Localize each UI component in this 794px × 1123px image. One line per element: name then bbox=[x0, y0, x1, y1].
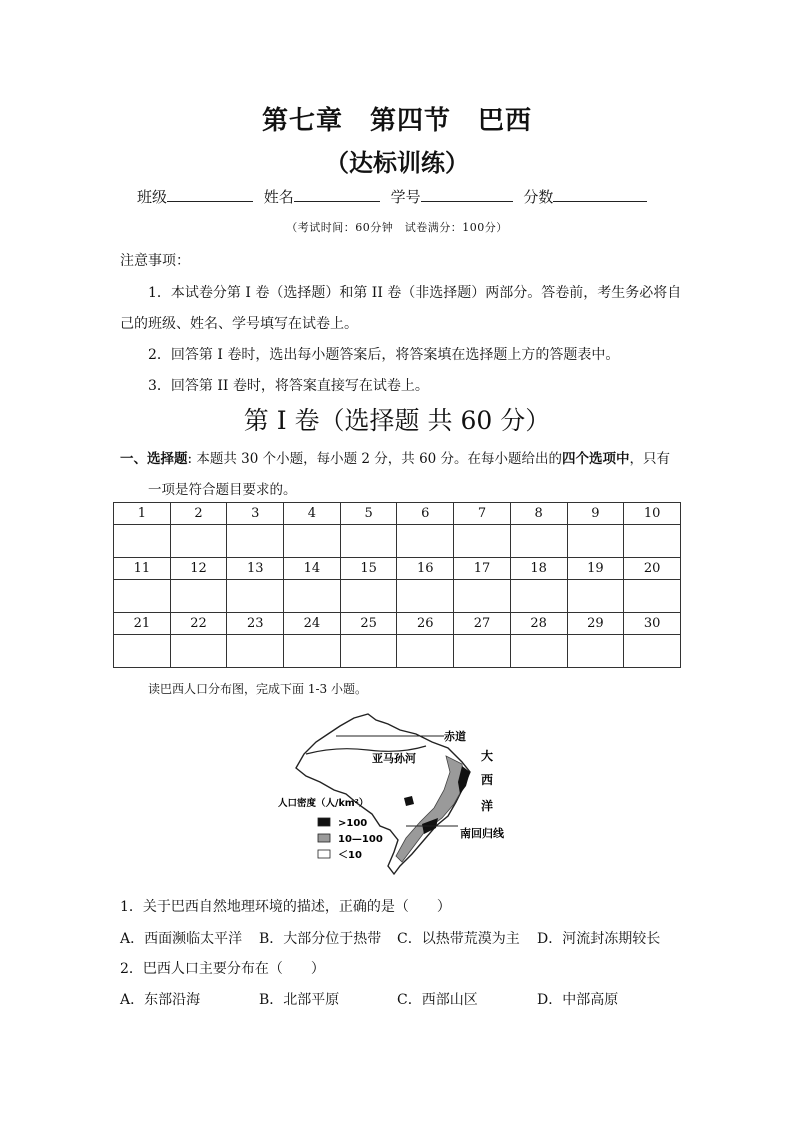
answer-cell[interactable] bbox=[454, 635, 511, 668]
number-cell: 19 bbox=[567, 557, 624, 579]
table-row bbox=[114, 612, 681, 634]
number-cell: 7 bbox=[454, 503, 511, 525]
answer-cell[interactable] bbox=[510, 580, 567, 613]
note-item: 1．本试卷分第 I 卷（选择题）和第 II 卷（非选择题）两部分。答卷前，考生务必将自 bbox=[148, 285, 682, 301]
exam-info: （考试时间：60分钟 试卷满分：100分） bbox=[286, 221, 508, 234]
answer-cell[interactable] bbox=[397, 525, 454, 558]
number-cell: 5 bbox=[340, 503, 397, 525]
answer-cell[interactable] bbox=[624, 635, 681, 668]
number-cell: 25 bbox=[340, 612, 397, 634]
class-blank[interactable] bbox=[167, 187, 253, 202]
number-cell: 13 bbox=[227, 557, 284, 579]
number-cell: 18 bbox=[510, 557, 567, 579]
map-note: 读巴西人口分布图，完成下面 1-3 小题。 bbox=[148, 682, 367, 696]
answer-cell[interactable] bbox=[624, 525, 681, 558]
answer-cell[interactable] bbox=[454, 580, 511, 613]
question-2-option-c[interactable]: C．西部山区 bbox=[397, 992, 478, 1008]
answer-cell[interactable] bbox=[227, 525, 284, 558]
number-cell: 26 bbox=[397, 612, 454, 634]
intro-text-b: : 本题共 30 个小题，每小题 2 分，共 60 分。在每小题给出的 bbox=[187, 451, 563, 467]
number-cell: 28 bbox=[510, 612, 567, 634]
answer-cell[interactable] bbox=[227, 635, 284, 668]
question-1-stem: 1．关于巴西自然地理环境的描述，正确的是（ ） bbox=[120, 899, 451, 915]
question-2-option-d[interactable]: D．中部高原 bbox=[537, 992, 619, 1008]
number-cell: 30 bbox=[624, 612, 681, 634]
question-1-option-d[interactable]: D．河流封冻期较长 bbox=[537, 931, 661, 947]
answer-cell[interactable] bbox=[567, 580, 624, 613]
answer-cell[interactable] bbox=[114, 525, 171, 558]
number-cell: 17 bbox=[454, 557, 511, 579]
number-cell: 4 bbox=[284, 503, 341, 525]
page-subtitle: （达标训练） bbox=[325, 149, 469, 177]
notes-heading: 注意事项： bbox=[120, 253, 190, 269]
number-cell: 2 bbox=[170, 503, 227, 525]
number-cell: 9 bbox=[567, 503, 624, 525]
question-2-stem: 2．巴西人口主要分布在（ ） bbox=[120, 961, 325, 977]
brazil-population-map bbox=[276, 706, 526, 878]
answer-table bbox=[113, 502, 681, 668]
answer-cell[interactable] bbox=[170, 635, 227, 668]
number-cell: 12 bbox=[170, 557, 227, 579]
section-intro bbox=[120, 447, 670, 467]
answer-cell[interactable] bbox=[397, 580, 454, 613]
answer-cell[interactable] bbox=[284, 635, 341, 668]
number-cell: 16 bbox=[397, 557, 454, 579]
answer-cell[interactable] bbox=[510, 525, 567, 558]
field-label-name: 姓名 bbox=[263, 188, 294, 206]
answer-cell[interactable] bbox=[284, 525, 341, 558]
number-cell: 6 bbox=[397, 503, 454, 525]
legend-swatch-high bbox=[318, 818, 330, 826]
question-1-option-a[interactable]: A．西面濒临太平洋 bbox=[120, 931, 243, 947]
field-label-id: 学号 bbox=[390, 188, 421, 206]
intro-text-d: ，只有 bbox=[629, 451, 671, 467]
answer-cell[interactable] bbox=[397, 635, 454, 668]
note-item: 己的班级、姓名、学号填写在试卷上。 bbox=[120, 316, 358, 332]
legend-label-high: >100 bbox=[338, 818, 368, 829]
table-row bbox=[114, 503, 681, 525]
answer-cell[interactable] bbox=[624, 580, 681, 613]
answer-cell[interactable] bbox=[170, 525, 227, 558]
label-ocean-1: 大 bbox=[481, 749, 494, 763]
label-tropic: 南回归线 bbox=[460, 827, 504, 840]
table-row bbox=[114, 580, 681, 613]
answer-cell[interactable] bbox=[114, 635, 171, 668]
note-item: 3．回答第 II 卷时，将答案直接写在试卷上。 bbox=[148, 378, 429, 394]
label-ocean-3: 洋 bbox=[481, 799, 494, 813]
answer-cell[interactable] bbox=[567, 525, 624, 558]
section-intro-line2: 一项是符合题目要求的。 bbox=[148, 482, 297, 498]
legend-label-mid: 10—100 bbox=[338, 834, 383, 845]
page-title: 第七章 第四节 巴西 bbox=[261, 106, 532, 136]
answer-cell[interactable] bbox=[454, 525, 511, 558]
name-blank[interactable] bbox=[294, 187, 380, 202]
number-cell: 23 bbox=[227, 612, 284, 634]
number-cell: 29 bbox=[567, 612, 624, 634]
number-cell: 8 bbox=[510, 503, 567, 525]
number-cell: 10 bbox=[624, 503, 681, 525]
question-2-option-a[interactable]: A．东部沿海 bbox=[120, 992, 201, 1008]
score-blank[interactable] bbox=[553, 187, 647, 202]
number-cell: 14 bbox=[284, 557, 341, 579]
table-row bbox=[114, 525, 681, 558]
legend-label-low: ＜10 bbox=[338, 850, 362, 861]
note-item: 2．回答第 I 卷时，选出每小题答案后，将答案填在选择题上方的答题表中。 bbox=[148, 347, 620, 363]
number-cell: 20 bbox=[624, 557, 681, 579]
number-cell: 24 bbox=[284, 612, 341, 634]
label-amazon: 亚马孙河 bbox=[372, 752, 416, 765]
student-info-row bbox=[137, 186, 653, 207]
label-equator: 赤道 bbox=[444, 730, 466, 743]
question-2-option-b[interactable]: B．北部平原 bbox=[259, 992, 340, 1008]
number-cell: 15 bbox=[340, 557, 397, 579]
answer-cell[interactable] bbox=[510, 635, 567, 668]
intro-bold-c: 四个选项中 bbox=[562, 451, 630, 467]
number-cell: 22 bbox=[170, 612, 227, 634]
answer-cell[interactable] bbox=[114, 580, 171, 613]
id-blank[interactable] bbox=[421, 187, 513, 202]
number-cell: 3 bbox=[227, 503, 284, 525]
question-1-option-c[interactable]: C．以热带荒漠为主 bbox=[397, 931, 520, 947]
section-title: 第 I 卷（选择题 共 60 分） bbox=[243, 406, 551, 435]
table-row bbox=[114, 635, 681, 668]
legend-swatch-mid bbox=[318, 834, 330, 842]
intro-bold-a: 一、选择题 bbox=[120, 451, 188, 467]
answer-cell[interactable] bbox=[284, 580, 341, 613]
answer-cell[interactable] bbox=[340, 525, 397, 558]
question-1-option-b[interactable]: B．大部分位于热带 bbox=[259, 931, 382, 947]
answer-cell[interactable] bbox=[340, 635, 397, 668]
table-row bbox=[114, 557, 681, 579]
answer-cell[interactable] bbox=[340, 580, 397, 613]
answer-cell[interactable] bbox=[567, 635, 624, 668]
number-cell: 27 bbox=[454, 612, 511, 634]
legend-swatch-low bbox=[318, 850, 330, 858]
number-cell: 1 bbox=[114, 503, 171, 525]
field-label-score: 分数 bbox=[523, 188, 554, 206]
label-ocean-2: 西 bbox=[481, 773, 494, 787]
number-cell: 21 bbox=[114, 612, 171, 634]
legend-title: 人口密度（人/km²） bbox=[278, 798, 369, 809]
field-label-class: 班级 bbox=[137, 188, 168, 206]
answer-cell[interactable] bbox=[227, 580, 284, 613]
answer-cell[interactable] bbox=[170, 580, 227, 613]
number-cell: 11 bbox=[114, 557, 171, 579]
